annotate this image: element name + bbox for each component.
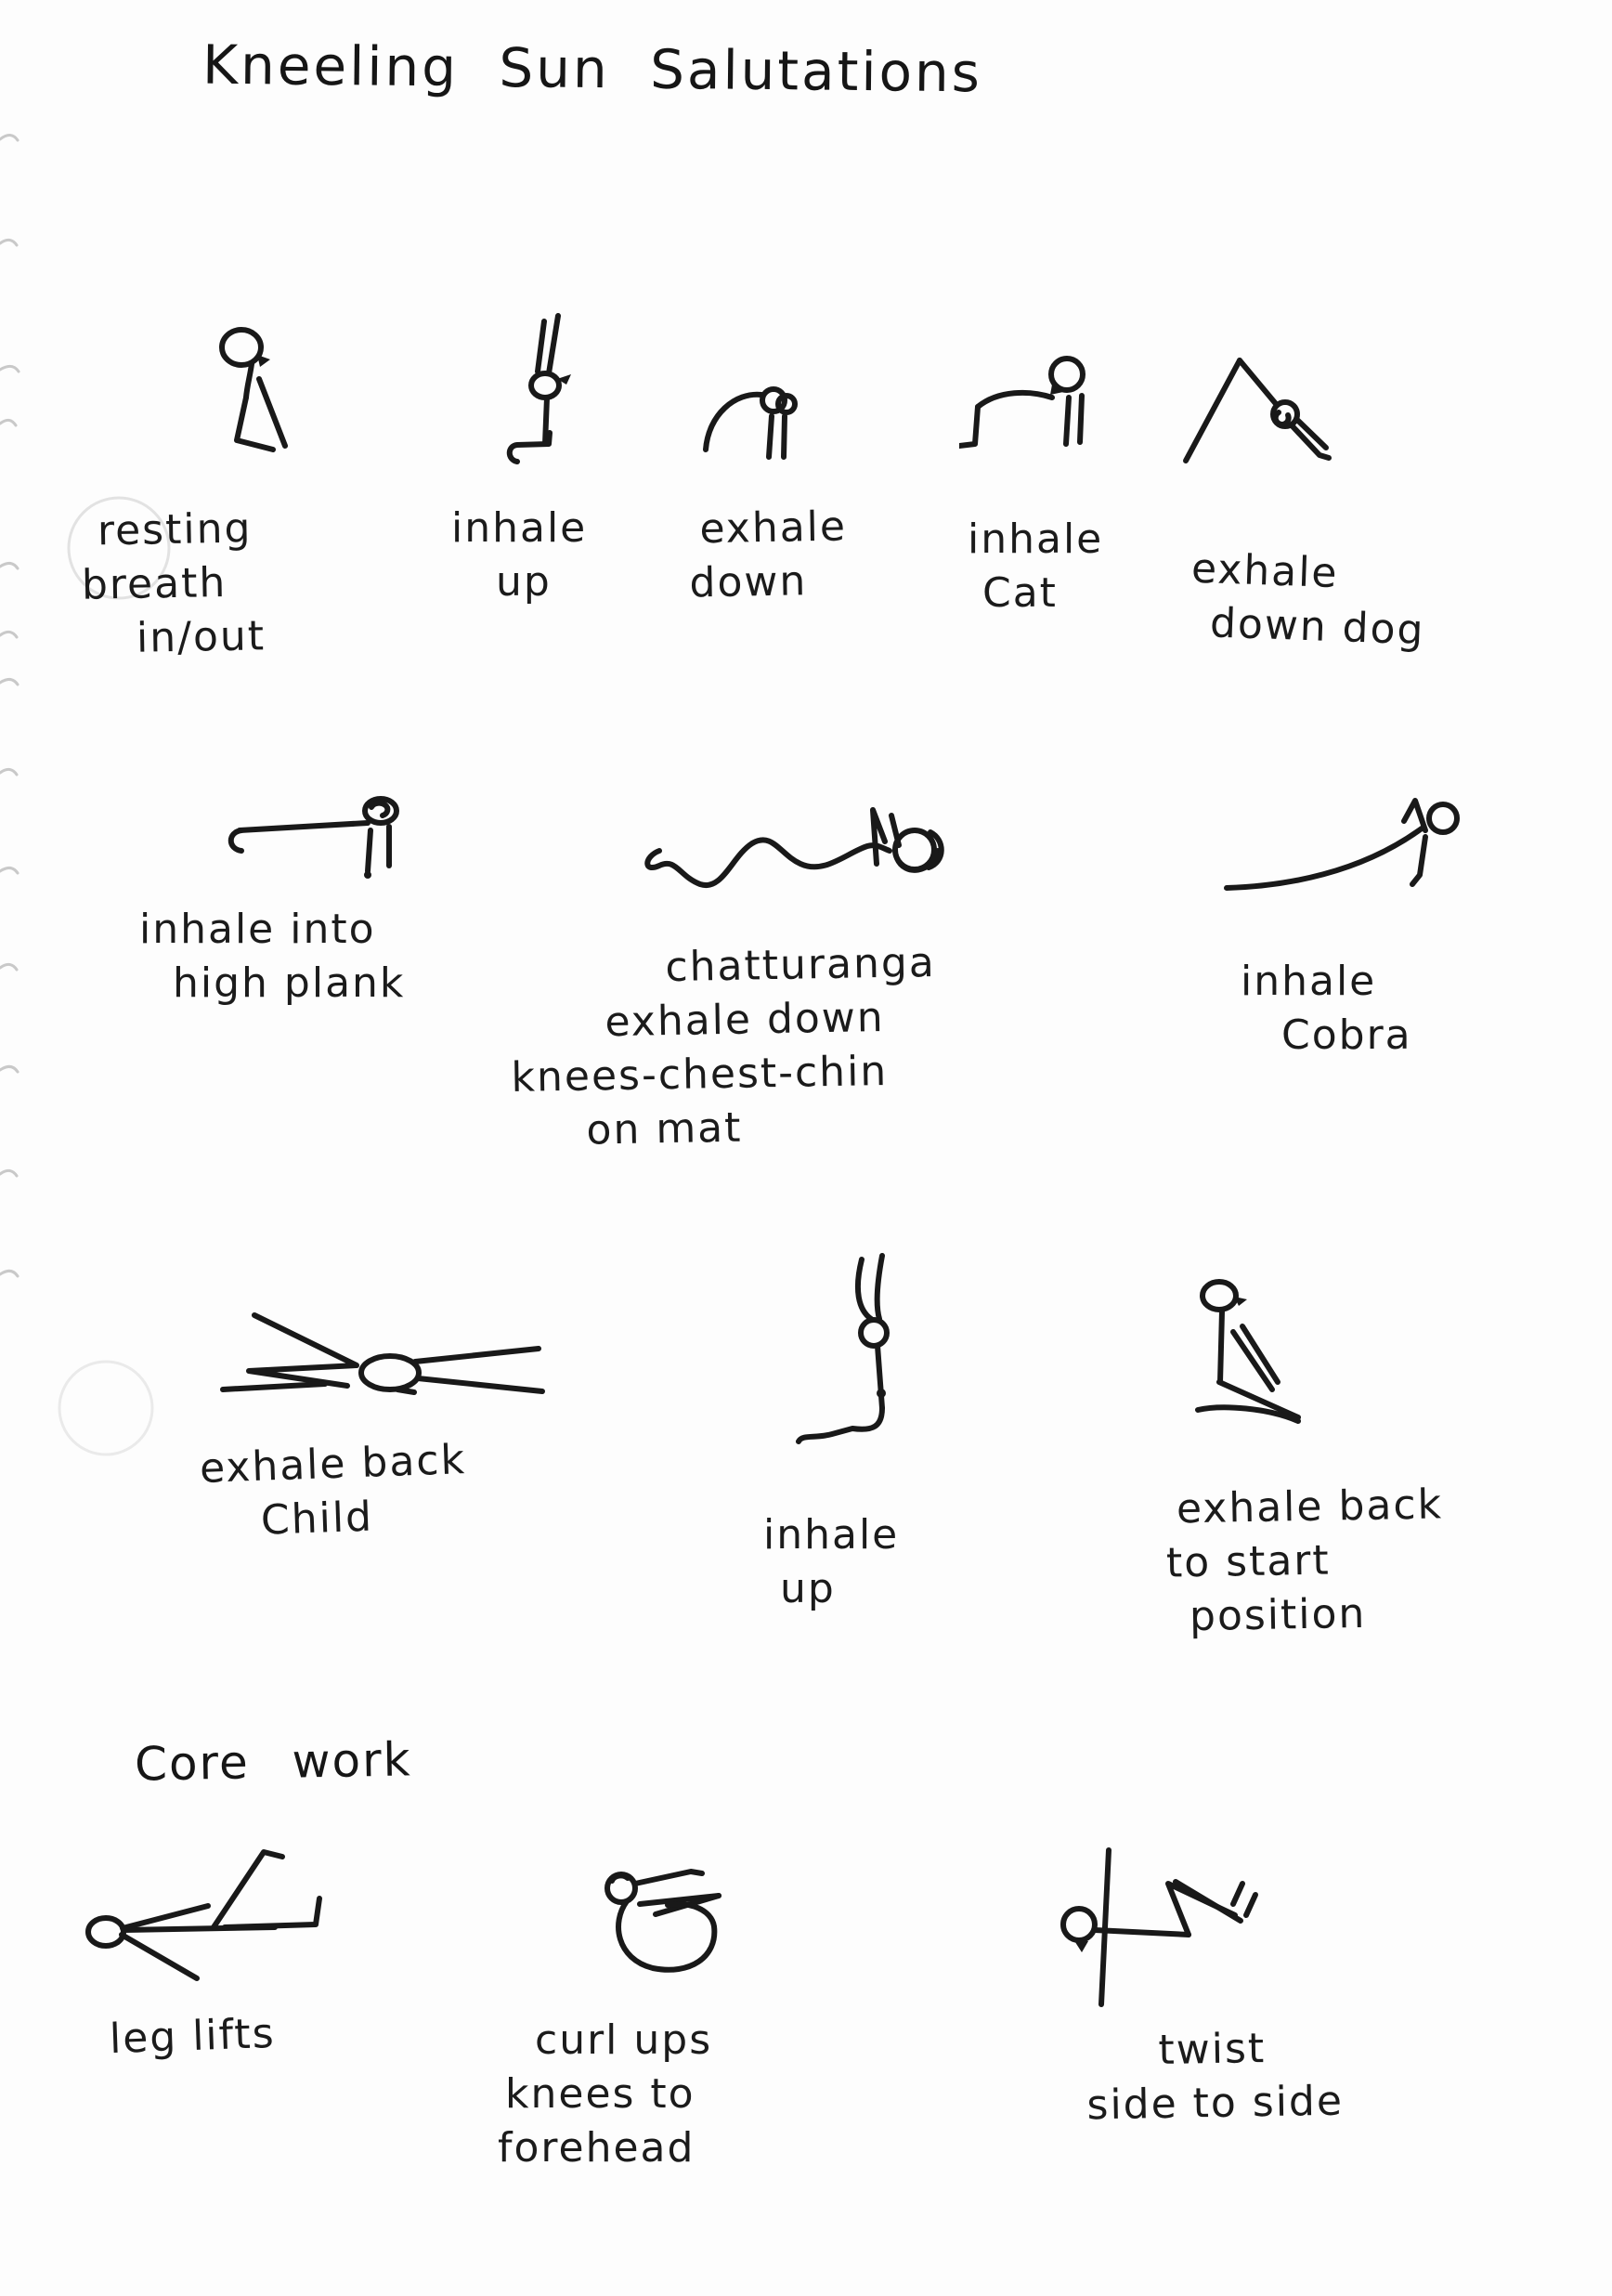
step-label-line: inhale bbox=[1241, 958, 1377, 1005]
step-exhale-back-start-label bbox=[1165, 1478, 1446, 1644]
bowing-forward-figure bbox=[698, 375, 800, 464]
step-label-line: Child bbox=[260, 1493, 374, 1545]
step-label-line: inhale bbox=[968, 515, 1104, 563]
step-label-line: up bbox=[496, 558, 552, 606]
step-label-line: exhale bbox=[699, 502, 848, 554]
exercise-label-line: knees to bbox=[505, 2070, 696, 2118]
cobra-figure bbox=[1221, 795, 1472, 916]
exercise-twist-label bbox=[1086, 2021, 1344, 2133]
step-label-line: high plank bbox=[173, 959, 406, 1007]
step-chatturanga-label bbox=[509, 936, 939, 1159]
all-fours-cat-figure bbox=[959, 349, 1094, 472]
curl-ups-figure bbox=[596, 1865, 754, 1986]
core-work-heading: Core work bbox=[134, 1732, 413, 1792]
step-label-line: position bbox=[1189, 1589, 1367, 1641]
chatturanga-figure bbox=[641, 797, 975, 922]
step-label-line: inhale bbox=[763, 1511, 900, 1559]
step-inhale-high-plank-label bbox=[139, 903, 405, 1011]
step-label-line: down bbox=[689, 557, 808, 607]
step-label-line: Cobra bbox=[1281, 1011, 1412, 1059]
step-label-line: chatturanga bbox=[665, 939, 937, 992]
step-exhale-down-label bbox=[688, 501, 848, 611]
step-inhale-cat-label bbox=[968, 513, 1103, 620]
exercise-label-line: leg lifts bbox=[109, 2009, 277, 2064]
step-label-line: exhale back bbox=[199, 1436, 467, 1494]
step-label-line: on mat bbox=[586, 1103, 743, 1155]
step-label-line: exhale bbox=[1190, 544, 1340, 598]
step-label-line: up bbox=[780, 1565, 836, 1612]
step-resting-breath-label bbox=[80, 502, 266, 666]
step-label-line: inhale into bbox=[139, 906, 376, 953]
page-title: Kneeling Sun Salutations bbox=[202, 33, 983, 105]
step-exhale-back-child-label bbox=[199, 1433, 469, 1550]
step-label-line: knees-chest-chin bbox=[511, 1047, 889, 1102]
step-label-line: down dog bbox=[1209, 599, 1426, 655]
step-label-line: in/out bbox=[136, 612, 266, 662]
twist-figure bbox=[1051, 1846, 1283, 2032]
exercise-leg-lifts-label bbox=[109, 2007, 276, 2067]
step-inhale-up-label bbox=[451, 502, 587, 609]
step-label-line: exhale back bbox=[1176, 1481, 1444, 1533]
step-label-line: resting bbox=[97, 504, 253, 555]
step-label-line: to start bbox=[1165, 1536, 1332, 1587]
down-dog-figure bbox=[1175, 346, 1342, 476]
step-inhale-cobra-label bbox=[1241, 955, 1412, 1063]
step-exhale-down-dog-label bbox=[1189, 542, 1427, 659]
step-inhale-up-2-label bbox=[763, 1508, 899, 1616]
childs-pose-figure bbox=[215, 1308, 559, 1424]
high-plank-figure bbox=[221, 791, 407, 889]
exercise-label-line: forehead bbox=[498, 2124, 696, 2172]
step-label-line: exhale down bbox=[604, 993, 886, 1047]
step-label-line: breath bbox=[81, 558, 228, 609]
exercise-label-line: side to side bbox=[1086, 2077, 1345, 2130]
kneeling-rest-figure bbox=[204, 323, 288, 463]
kneeling-seated-figure bbox=[1185, 1271, 1310, 1433]
exercise-label-line: curl ups bbox=[535, 2016, 713, 2064]
step-label-line: inhale bbox=[451, 504, 588, 552]
leg-lifts-figure bbox=[84, 1837, 334, 2000]
exercise-curl-ups-label bbox=[498, 2014, 712, 2175]
step-label-line: Cat bbox=[982, 569, 1058, 617]
kneeling-arms-up-figure bbox=[501, 312, 594, 468]
exercise-label-line: twist bbox=[1158, 2025, 1267, 2075]
punch-hole-shadow bbox=[59, 1362, 152, 1455]
kneeling-arms-up-figure bbox=[787, 1252, 913, 1489]
